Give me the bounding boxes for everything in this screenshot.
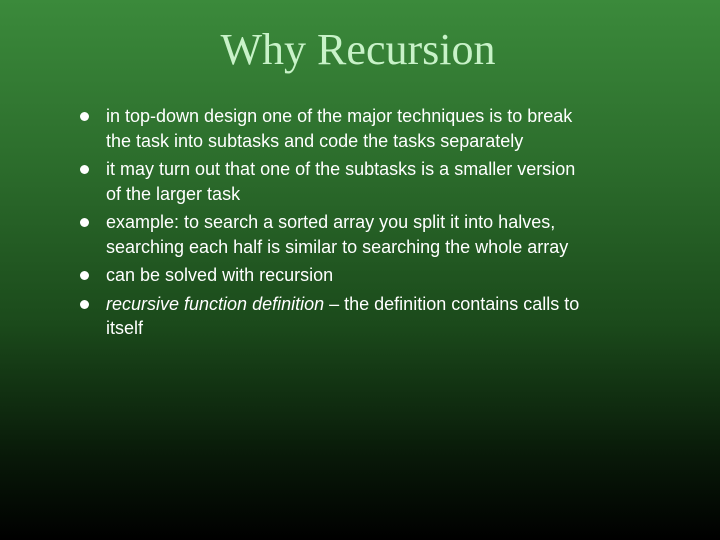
bullet-item <box>80 210 580 259</box>
bullet-dot-icon <box>80 271 89 280</box>
bullet-dot-icon <box>80 112 89 121</box>
bullet-text: in top-down design one of the major techniques is to break the task into subtasks and code the tasks separately <box>106 106 573 151</box>
bullet-text: can be solved with recursion <box>106 265 334 285</box>
bullet-dot-icon <box>80 165 89 174</box>
bullet-text: – the definition contains calls to itself <box>106 293 580 338</box>
bullet-item <box>80 263 580 288</box>
bullet-dot-icon <box>80 218 89 227</box>
bullet-dot-icon <box>80 300 89 309</box>
bullet-item <box>80 104 580 153</box>
bullet-list <box>80 104 580 345</box>
bullet-text: example: to search a sorted array you split it into halves, searching each half is similar to searching the whole array <box>106 212 569 257</box>
bullet-emphasis-text: recursive function definition <box>106 293 325 314</box>
slide-title: Why Recursion <box>220 25 496 74</box>
bullet-item <box>80 157 580 206</box>
bullet-text: it may turn out that one of the subtasks is a smaller version of the larger task <box>106 159 576 204</box>
bullet-item <box>80 292 580 341</box>
